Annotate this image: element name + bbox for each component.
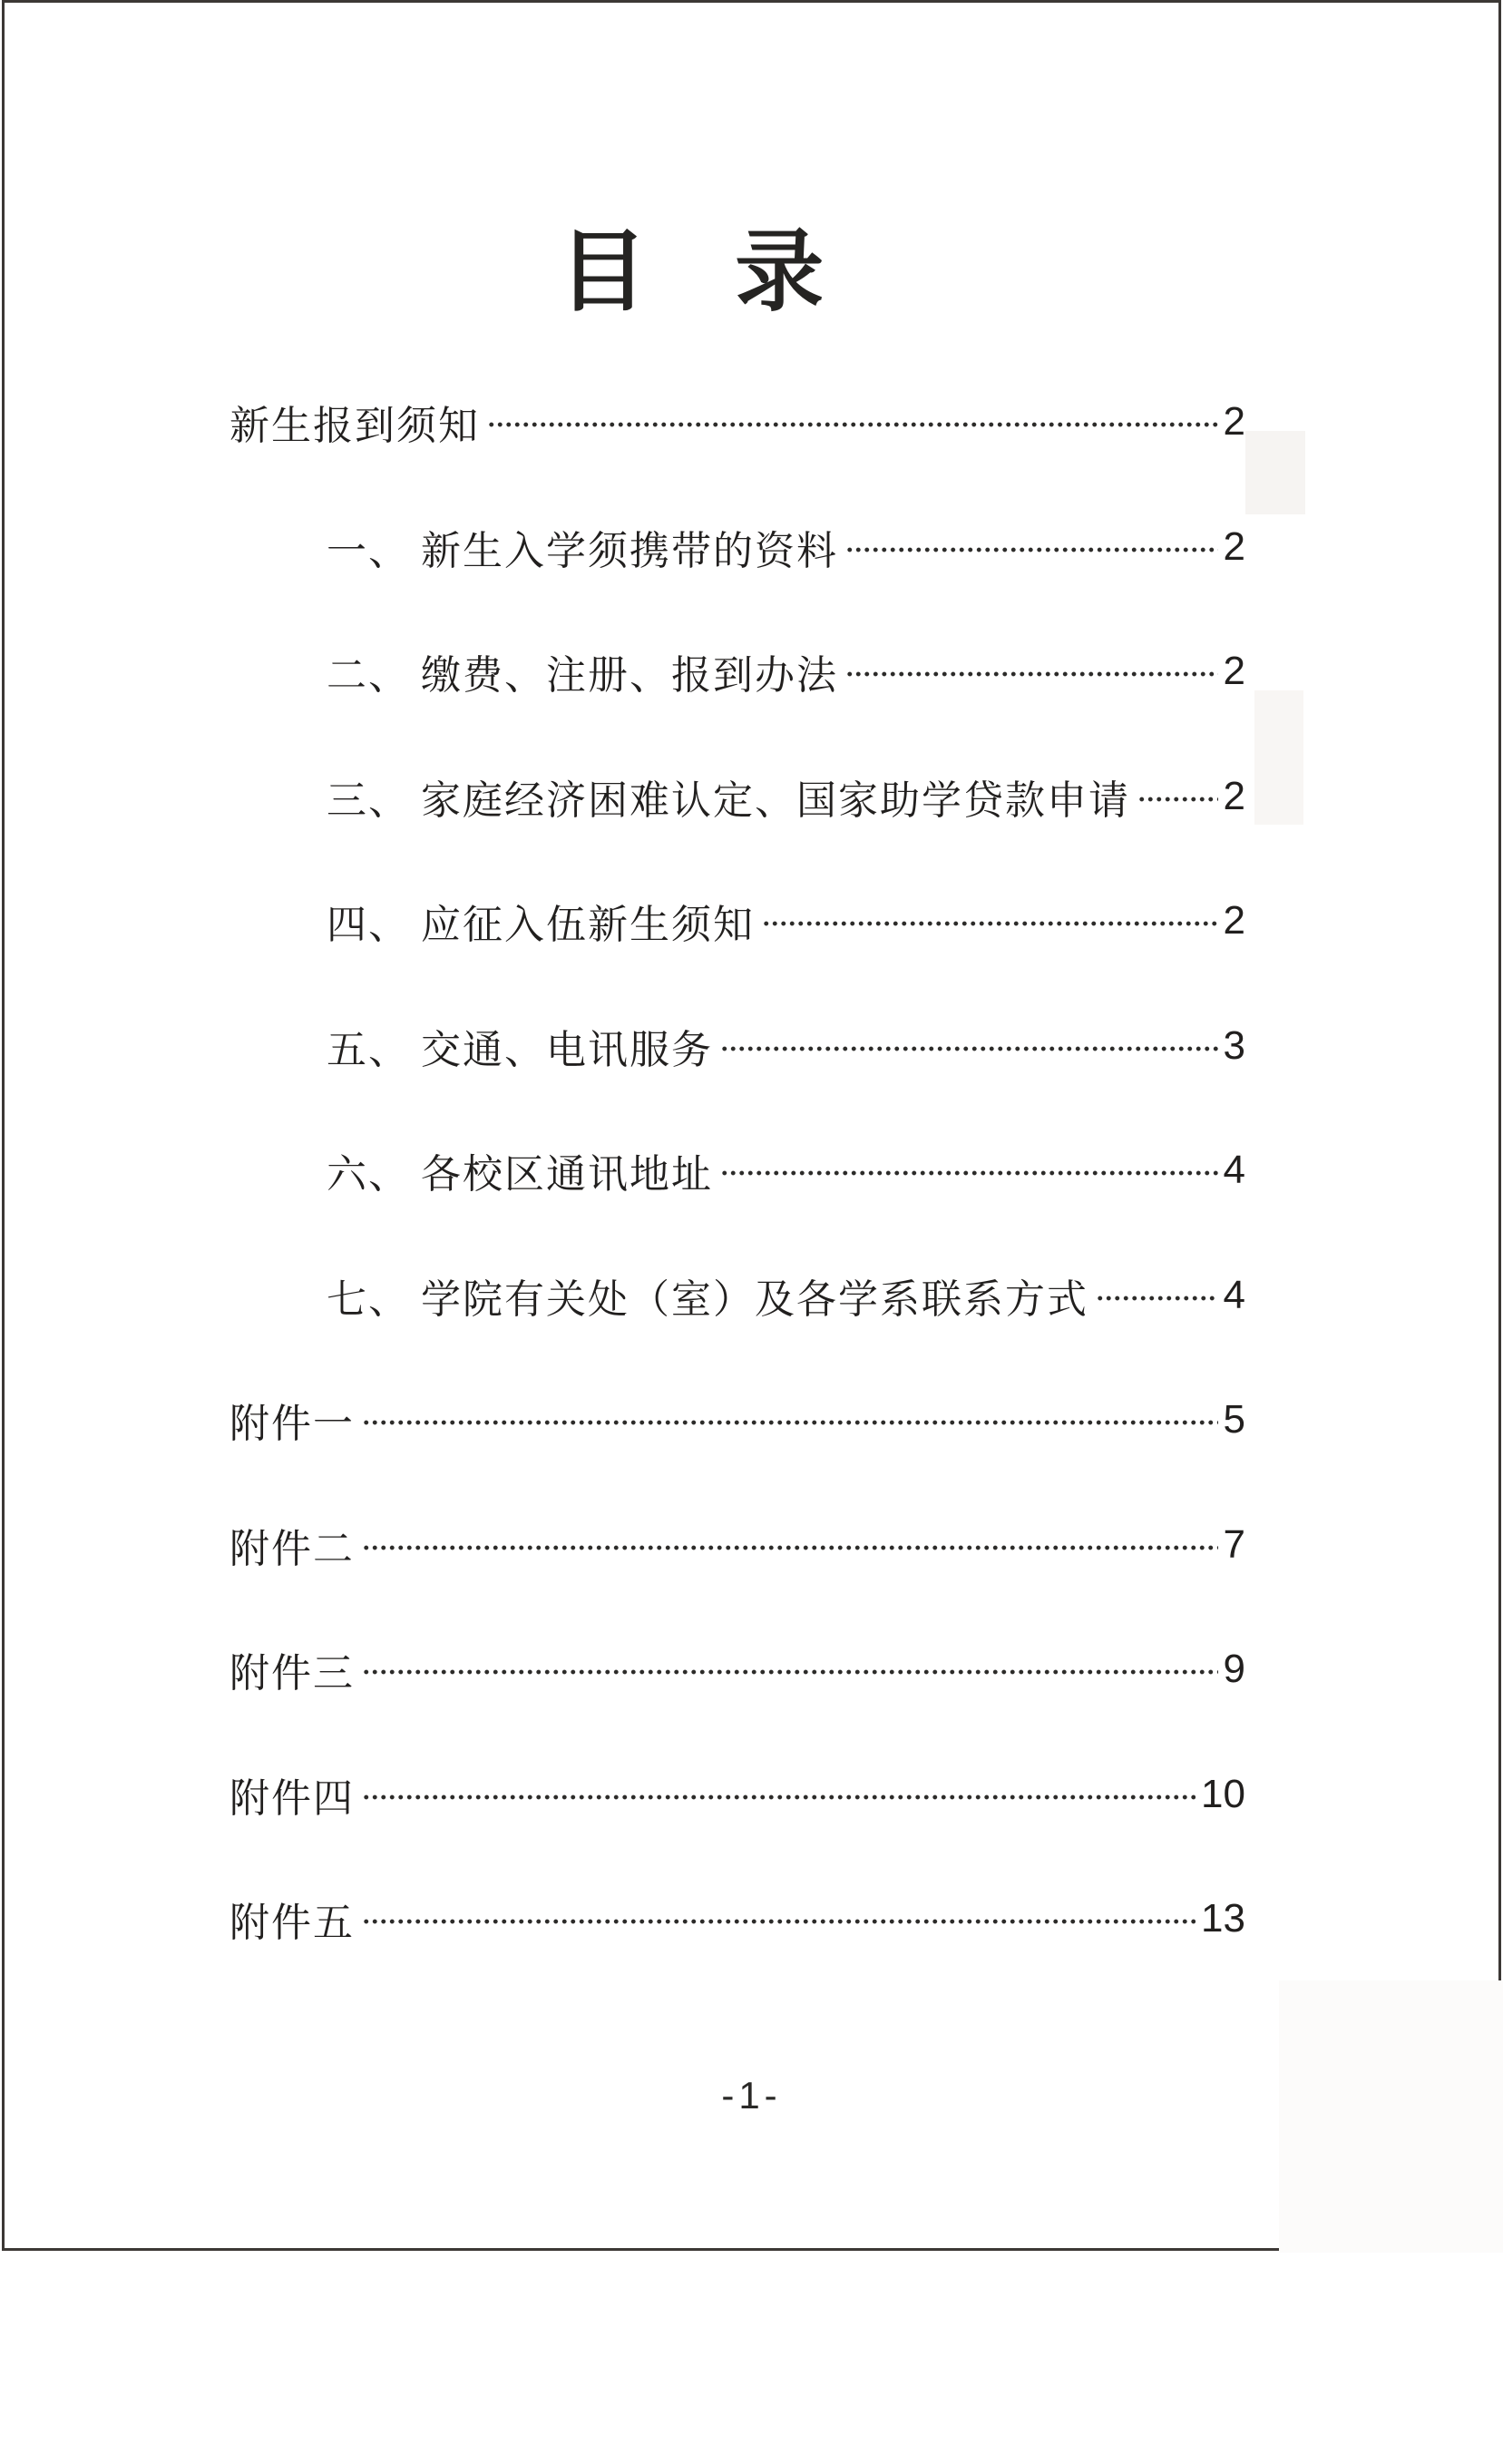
toc-entry-label: 附件四	[229, 1775, 355, 1821]
toc-entry	[229, 1358, 1245, 1483]
toc-entry-page: 2	[1223, 649, 1245, 694]
document-page	[2, 0, 1501, 2251]
toc-entry-label: 交通、电讯服务	[421, 1027, 713, 1072]
toc-entry-label: 各校区通讯地址	[421, 1152, 713, 1198]
toc-entry	[229, 859, 1245, 984]
toc-entry	[229, 1482, 1245, 1608]
toc-entry	[229, 610, 1245, 735]
toc-entry	[229, 1608, 1245, 1733]
toc-entry-page: 4	[1223, 1148, 1245, 1193]
toc-entry	[229, 1732, 1245, 1857]
toc-entry-number: 五、	[327, 1027, 410, 1072]
toc-entry-label: 新生报到须知	[229, 404, 480, 449]
toc-entry-number: 三、	[327, 777, 410, 823]
toc-entry-page: 2	[1223, 773, 1245, 818]
toc-entry-label: 附件五	[229, 1901, 355, 1946]
toc-entry-label: 附件一	[229, 1402, 355, 1447]
dot-leader	[1137, 794, 1218, 805]
toc-entry-page: 10	[1201, 1771, 1245, 1816]
toc-entry	[229, 1109, 1245, 1234]
toc-entry	[229, 1233, 1245, 1358]
dot-leader	[762, 918, 1218, 929]
toc-entry-page: 9	[1223, 1647, 1245, 1692]
toc-entry-number: 一、	[327, 528, 410, 573]
toc-entry	[229, 360, 1245, 485]
toc-entry-label: 应征入伍新生须知	[421, 903, 755, 948]
dot-leader	[362, 1542, 1218, 1553]
dot-leader	[720, 1043, 1218, 1054]
toc-entry-page: 7	[1223, 1521, 1245, 1567]
toc-entry-number: 六、	[327, 1152, 410, 1198]
dot-leader	[1096, 1293, 1218, 1304]
dot-leader	[845, 544, 1218, 555]
toc-entry-page: 4	[1223, 1272, 1245, 1317]
toc-entry-page: 3	[1223, 1022, 1245, 1068]
toc-entry-label: 缴费、注册、报到办法	[421, 653, 838, 699]
toc-entry-label: 家庭经济困难认定、国家助学贷款申请	[421, 777, 1130, 823]
toc-entry-label: 附件三	[229, 1651, 355, 1696]
toc-entry	[229, 734, 1245, 859]
toc-entry-number: 四、	[327, 903, 410, 948]
toc-entry-number: 七、	[327, 1276, 410, 1322]
toc-entry-label: 附件二	[229, 1526, 355, 1571]
table-of-contents	[229, 360, 1245, 1982]
toc-entry-page: 13	[1201, 1896, 1245, 1941]
toc-entry-label: 学院有关处（室）及各学系联系方式	[421, 1276, 1088, 1322]
dot-leader	[362, 1916, 1196, 1927]
toc-entry	[229, 1857, 1245, 1982]
toc-entry-page: 5	[1223, 1397, 1245, 1442]
dot-leader	[362, 1792, 1196, 1803]
page-title: 目 录	[558, 221, 837, 321]
toc-entry-page: 2	[1223, 523, 1245, 569]
dot-leader	[362, 1667, 1218, 1677]
dot-leader	[487, 419, 1218, 430]
toc-entry	[229, 983, 1245, 1109]
dot-leader	[362, 1417, 1218, 1428]
dot-leader	[720, 1168, 1218, 1178]
page-content	[5, 219, 1498, 2464]
toc-entry-page: 2	[1223, 898, 1245, 944]
toc-entry-page: 2	[1223, 399, 1245, 445]
page-number-footer: -1-	[721, 2074, 782, 2117]
toc-entry	[229, 484, 1245, 610]
dot-leader	[845, 669, 1218, 680]
toc-entry-label: 新生入学须携带的资料	[421, 528, 838, 573]
toc-entry-number: 二、	[327, 653, 410, 699]
